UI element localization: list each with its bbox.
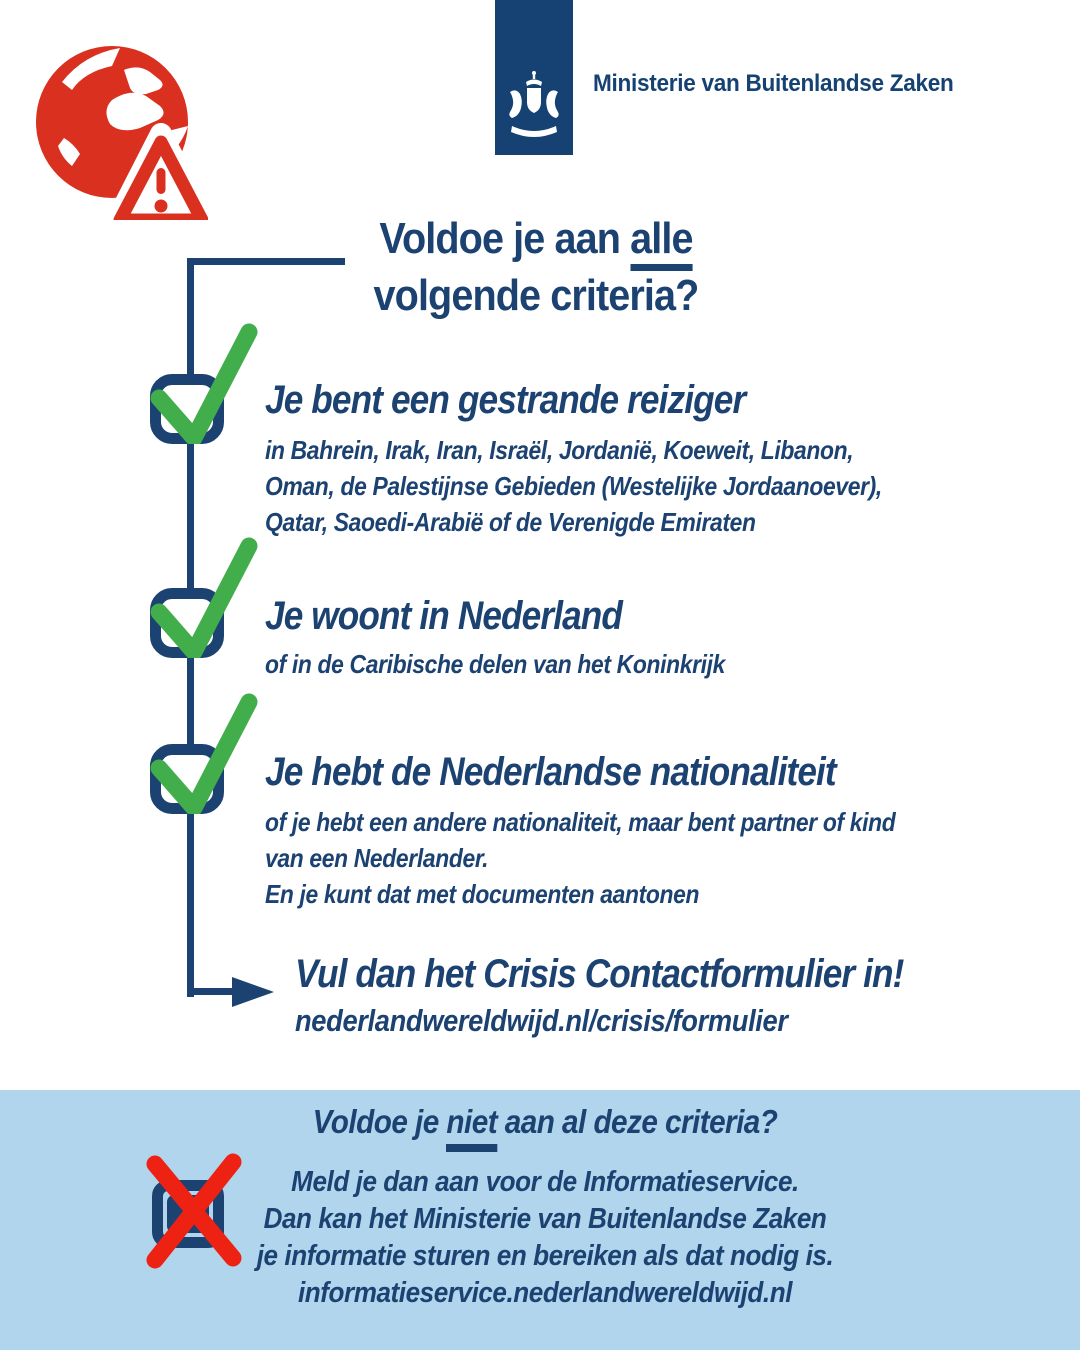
arrow-head-icon [232, 977, 274, 1007]
criterion-3-detail-line: van een Nederlander. [265, 843, 489, 873]
criterion-3-heading: Je hebt de Nederlandse nationaliteit [265, 750, 836, 794]
page-title [54, 210, 1019, 324]
ministry-name: Ministerie van Buitenlandse Zaken [593, 70, 954, 97]
connector-bottom-line [187, 988, 235, 995]
connector-top-line [187, 258, 345, 265]
rijksoverheid-crest-icon [506, 68, 562, 146]
checkmark-icon-3 [144, 688, 260, 814]
bottom-text-line: Dan kan het Ministerie van Buitenlandse Zaken [263, 1203, 827, 1235]
title-line1-pre: Voldoe je aan [379, 214, 631, 263]
globe-warning-icon [28, 30, 208, 220]
bottom-text-line: je informatie sturen en bereiken als dat nodig is. [256, 1240, 834, 1272]
bottom-heading [55, 1103, 1036, 1141]
criterion-3 [265, 748, 981, 912]
rijksoverheid-logo-banner [495, 0, 573, 155]
checkmark-icon-2 [144, 532, 260, 658]
bottom-text-line: Meld je dan aan voor de Informatieservice. [291, 1166, 799, 1198]
cta-heading: Vul dan het Crisis Contactformulier in! [295, 952, 904, 996]
title-line2: volgende criteria? [373, 271, 699, 320]
cta-url-link[interactable]: nederlandwereldwijd.nl/crisis/formulier [295, 1003, 788, 1038]
checkmark-icon-1 [144, 318, 260, 444]
bottom-url-link[interactable]: informatieservice.nederlandwereldwijd.nl [297, 1277, 793, 1309]
criterion-3-detail-line: En je kunt dat met documenten aantonen [265, 879, 700, 909]
criterion-1 [265, 376, 966, 540]
criterion-2-details [265, 646, 725, 682]
criterion-3-details [265, 804, 895, 912]
criterion-1-detail-line: Qatar, Saoedi-Arabië of de Verenigde Emiraten [265, 507, 756, 537]
criterion-1-heading: Je bent een gestrande reiziger [265, 378, 746, 422]
bottom-heading-underlined-word: niet [446, 1103, 497, 1152]
criterion-1-detail-line: Oman, de Palestijnse Gebieden (Westelijke Jordaanoever), [265, 471, 882, 501]
criterion-3-detail-line: of je hebt een andere nationaliteit, maar bent partner of kind [265, 807, 896, 837]
bottom-heading-post: aan al deze criteria? [497, 1103, 778, 1140]
criterion-2-detail-line: of in de Caribische delen van het Koninkrijk [265, 649, 726, 679]
title-underlined-word: alle [630, 214, 692, 271]
criterion-1-detail-line: in Bahrein, Irak, Iran, Israël, Jordanië, Koeweit, Libanon, [265, 435, 854, 465]
bottom-heading-pre: Voldoe je [312, 1103, 447, 1140]
criterion-2-heading: Je woont in Nederland [265, 594, 623, 638]
criterion-2 [265, 592, 788, 682]
criterion-1-details [265, 432, 882, 540]
